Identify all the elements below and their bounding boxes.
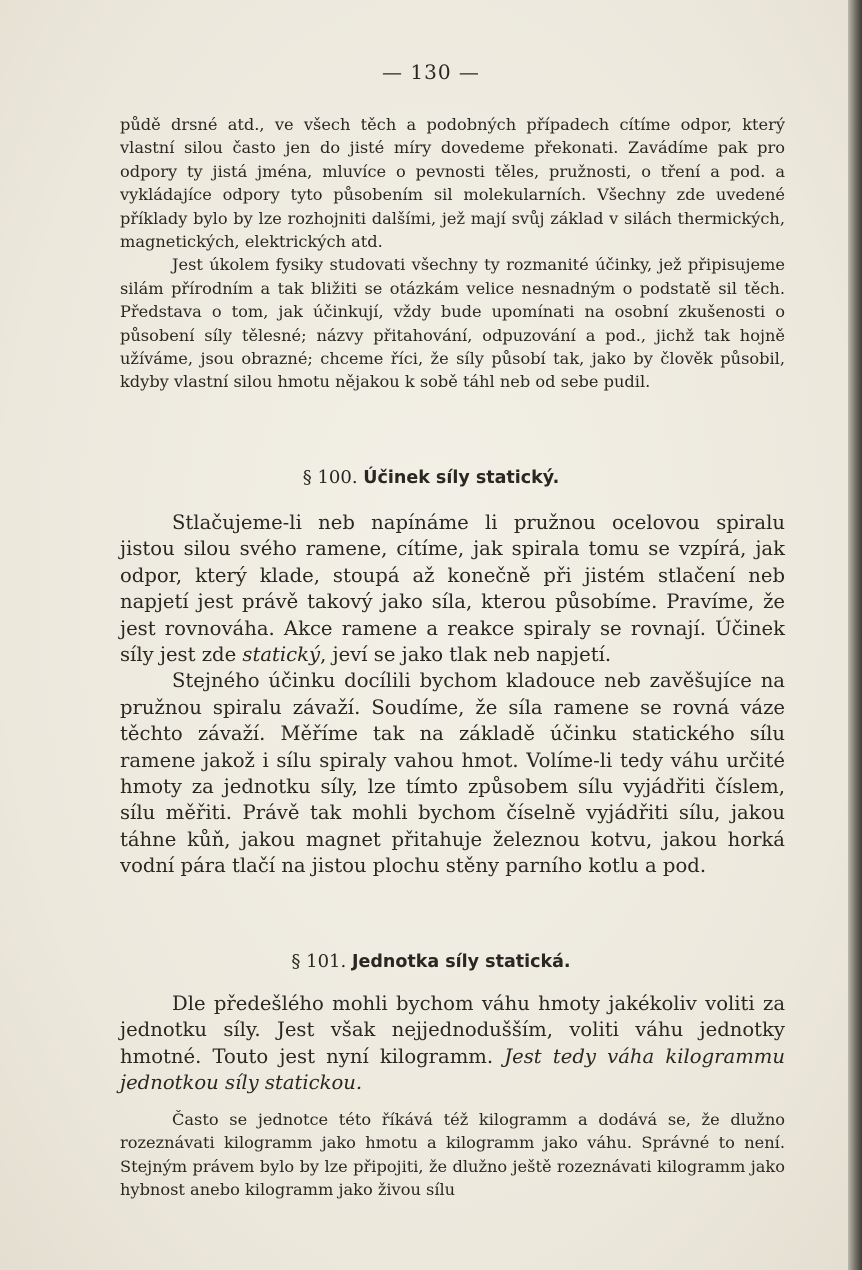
- section-101-mark: § 101.: [291, 951, 347, 972]
- page-edge-shadow: [848, 0, 862, 1270]
- section-100-heading: [0, 467, 862, 488]
- section-101-p1-italic: Jest tedy váha kilogrammu jednotkou síly statickou.: [120, 1044, 785, 1095]
- section-100-body: [120, 510, 785, 880]
- section-100-p1-text: Stlačujeme-li neb napínáme li pružnou ocelovou spiralu jistou silou svého ramene, cítíme, jak spirala tomu se vzpírá, jak odpor, který klade, stoupá až konečně při jistém stlačení neb napjetí jest právě takový jako síla, kterou působíme. Pravíme, že jest rovnováha. Akce ramene a reakce spiraly se rovnají. Účinek síly jest zde: [120, 511, 785, 667]
- section-101-body: [120, 991, 785, 1097]
- section-100-paragraph-2: Stejného účinku docílili bychom kladouce neb zavěšujíce na pružnou spiralu závaží. Soudíme, že síla ramene se rovná váze těchto závaží. Měříme tak na základě účinku statického sílu ramene jakož i sílu spiraly vahou hmot. Volíme-li tedy váhu určité hmoty za jednotku síly, lze tímto způsobem sílu vyjádřiti číslem, sílu měřiti. Právě tak mohli bychom číselně vyjádřiti sílu, jakou táhne kůň, jakou magnet přitahuje železnou kotvu, jakou horká vodní pára tlačí na jistou plochu stěny parního kotlu a pod.: [120, 669, 785, 878]
- section-101-paragraph-1: [120, 991, 785, 1097]
- section-101-p1-text: Dle předešlého mohli bychom váhu hmoty jakékoliv voliti za jednotku síly. Jest však nejjednodušším, voliti váhu jednotky hmotné. Touto jest nyní kilogramm.: [120, 992, 785, 1068]
- section-100-mark: § 100.: [302, 467, 358, 488]
- section-101-paragraph-2: Často se jednotce této říkává též kilogramm a dodává se, že dlužno rozeznávati kilogramm jako hmotu a kilogramm jako váhu. Správné to není. Stejným právem bylo by lze připojiti, že dlužno ještě rozeznávati kilogramm jako hybnost anebo kilogramm jako živou sílu: [120, 1110, 785, 1200]
- section-101-title: Jednotka síly statická.: [351, 952, 571, 972]
- intro-paragraph-2: Jest úkolem fysiky studovati všechny ty rozmanité účinky, jež připisujeme silám přírodním a tak bližiti se otázkám velice nesnadným o podstatě sil těch. Představa o tom, jak účinkují, vždy bude upomínati na osobní zkušenosti o působení síly tělesné; názvy přitahování, odpuzování a pod., jichž tak hojně užíváme, jsou obrazné; chceme říci, že síly působí tak, jako by člověk působil, kdyby vlastní silou hmotu nějakou k sobě táhl neb od sebe pudil.: [120, 255, 785, 392]
- intro-text: [120, 113, 785, 394]
- section-101-note: [120, 1108, 785, 1202]
- section-100-paragraph-1: [120, 510, 785, 668]
- section-100-p1-italic: statický: [242, 643, 321, 667]
- section-100-title: Účinek síly statický.: [363, 468, 560, 488]
- section-100-p1-tail: , jeví se jako tlak neb napjetí.: [320, 643, 612, 667]
- section-101-heading: [0, 951, 862, 972]
- page-number: — 130 —: [382, 60, 480, 84]
- intro-paragraph-1: půdě drsné atd., ve všech těch a podobných případech cítíme odpor, který vlastní silou často jen do jisté míry dovedeme překonati. Zavádíme pak pro odpory ty jistá jména, mluvíce o pevnosti těles, pružnosti, o tření a pod. a vykládajíce odpory tyto působením sil molekularních. Všechny zde uvedené příklady bylo by lze rozhojniti dalšími, jež mají svůj základ v silách thermických, magnetických, elektrických atd.: [120, 115, 785, 252]
